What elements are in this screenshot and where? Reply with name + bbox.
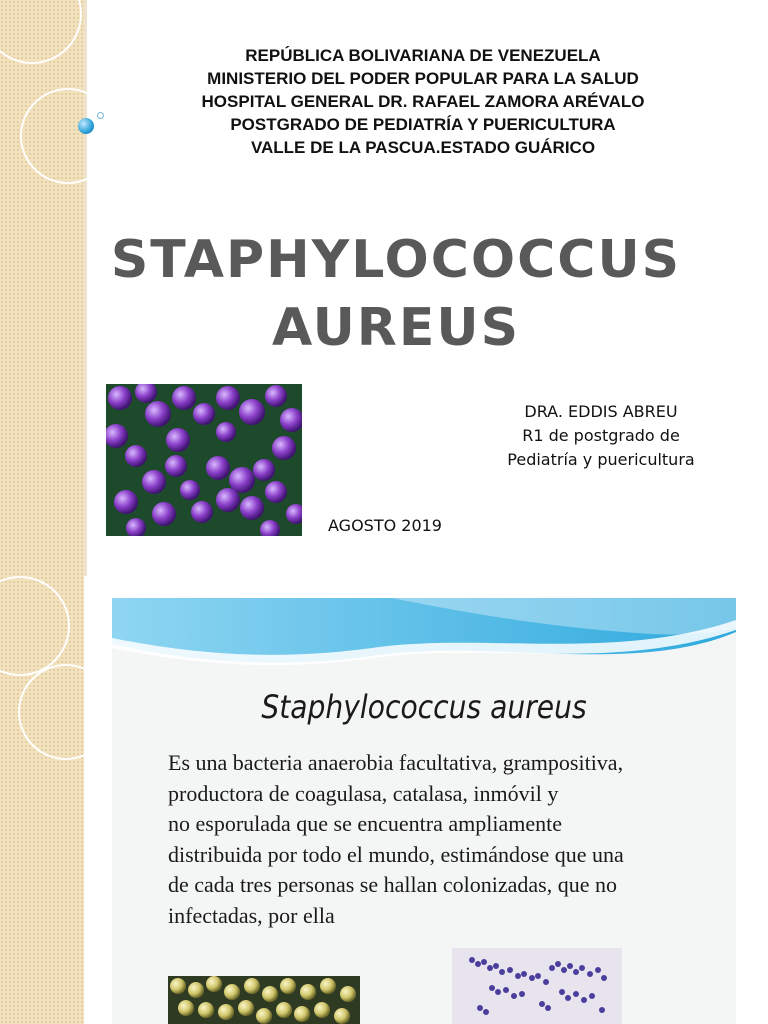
header-line: REPÚBLICA BOLIVARIANA DE VENEZUELA — [245, 46, 601, 65]
decorative-side-stripe — [0, 0, 84, 576]
decorative-ring — [18, 664, 114, 760]
body-line: no esporulada que se encuentra ampliamente — [168, 811, 563, 836]
body-line: Es una bacteria anaerobia facultativa, grampositiva, — [168, 750, 624, 775]
decorative-bead — [78, 118, 94, 134]
body-line: distribuida por todo el mundo, estimándose que una — [168, 841, 624, 867]
header-line: HOSPITAL GENERAL DR. RAFAEL ZAMORA ARÉVALO — [201, 92, 645, 111]
header-line: VALLE DE LA PASCUA.ESTADO GUÁRICO — [250, 138, 596, 157]
bacteria-micrograph-yellow — [168, 976, 360, 1024]
title-line: AUREUS — [271, 298, 521, 358]
title-line: STAPHYLOCOCCUS — [110, 230, 682, 290]
body-line: infectadas, por ella — [168, 902, 335, 928]
slide-title: Staphylococcus aureus — [261, 688, 587, 726]
author-specialty: Pediatría y puericultura — [507, 450, 695, 469]
body-line: de cada tres personas se hallan colonizadas, que no — [168, 872, 617, 897]
header-line: POSTGRADO DE PEDIATRÍA Y PUERICULTURA — [230, 115, 616, 134]
author-role: R1 de postgrado de — [522, 426, 680, 445]
header-line: MINISTERIO DEL PODER POPULAR PARA LA SALUD — [207, 69, 639, 88]
author-block — [470, 400, 732, 472]
wave-banner — [112, 598, 736, 678]
presentation-title — [86, 226, 706, 362]
slide-card — [112, 598, 736, 1024]
bacteria-gram-stain — [452, 948, 622, 1024]
slide-body-text — [168, 748, 688, 931]
bacteria-micrograph-purple — [106, 384, 302, 536]
institution-header — [100, 44, 746, 159]
author-name: DRA. EDDIS ABREU — [524, 402, 678, 421]
content-slide — [0, 576, 768, 1024]
body-line: productora de coagulasa, catalasa, inmóvil y — [168, 780, 559, 806]
presentation-date: AGOSTO 2019 — [328, 516, 442, 535]
